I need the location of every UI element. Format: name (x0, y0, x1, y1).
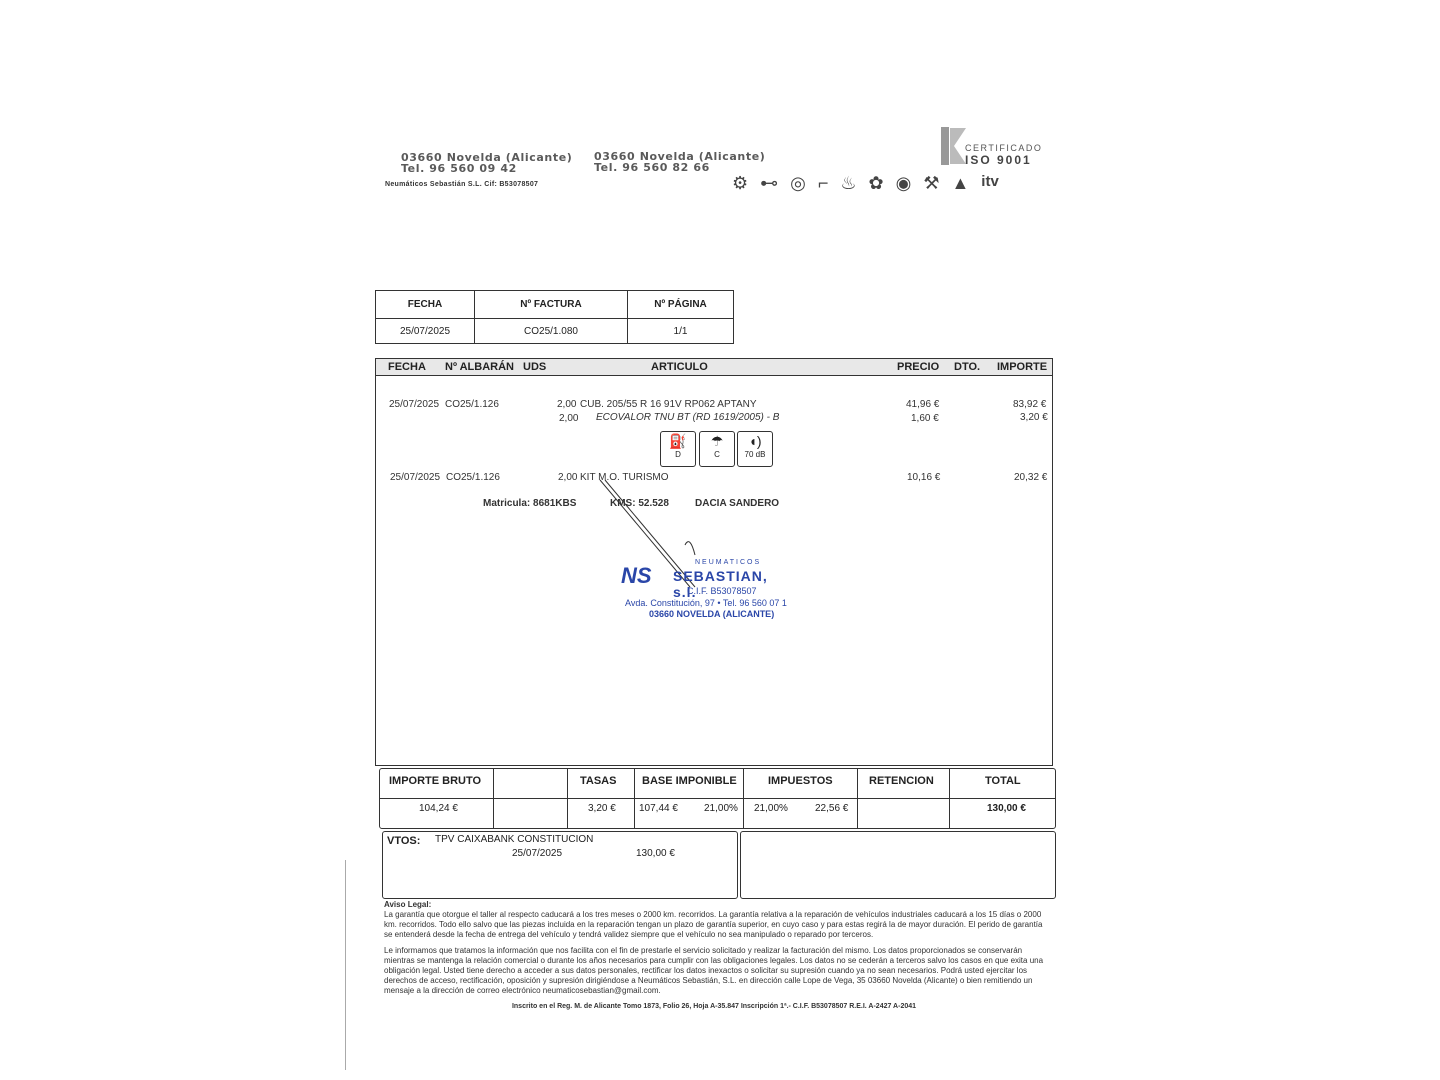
stamp-logo: NS (621, 563, 652, 588)
brake-disc-icon: ◎ (790, 173, 806, 193)
itv-icon: itv (981, 173, 999, 190)
totals-head-impuestos: IMPUESTOS (768, 775, 833, 787)
totals-head-bruto: IMPORTE BRUTO (389, 775, 482, 787)
shock-absorber-icon: ⊷ (760, 173, 779, 193)
exhaust-icon: ⌐ (817, 173, 829, 193)
item-3-fecha: 25/07/2025 (390, 472, 441, 483)
noise-icon: ◖) (748, 433, 762, 449)
totals-sep-4 (743, 769, 744, 828)
company-line: Neumáticos Sebastián S.L. Cif: B53078507 (385, 181, 539, 188)
eu-label-wet (699, 431, 735, 467)
totals-sep-2 (567, 769, 568, 828)
address-2 (594, 151, 765, 173)
totals-sep-5 (857, 769, 858, 828)
totals-divider (380, 798, 1055, 799)
totals-impuestos: 22,56 € (815, 803, 849, 814)
service-icons (732, 173, 999, 194)
col-albaran: Nº ALBARÁN (445, 361, 514, 373)
totals-head-total: TOTAL (985, 775, 1021, 787)
item-1-precio: 41,96 € (906, 399, 940, 410)
item-1-importe: 83,92 € (1013, 399, 1047, 410)
item-1-uds: 2,00 (557, 399, 577, 410)
col-uds: UDS (523, 361, 547, 373)
legal-notice (384, 900, 1044, 1012)
col-fecha: FECHA (388, 361, 426, 373)
vtos-amount: 130,00 € (636, 848, 675, 859)
address-1-city: 03660 Novelda (Alicante) (401, 151, 573, 164)
meta-header-factura: Nº FACTURA (475, 291, 628, 319)
totals-sep-3 (634, 769, 635, 828)
items-header (376, 359, 1052, 376)
item-3-precio: 10,16 € (907, 472, 941, 483)
tool-icon: ⚒ (923, 173, 940, 193)
invoice-meta-table (375, 290, 734, 344)
address-1 (401, 152, 572, 174)
item-3-albaran: CO25/1.126 (446, 472, 500, 483)
noise-db: 70 dB (744, 450, 766, 459)
eu-label-fuel (660, 431, 696, 467)
item-1-articulo: CUB. 205/55 R 16 91V RP062 APTANY (580, 399, 757, 410)
vtos-date: 25/07/2025 (512, 848, 563, 859)
vehicle-plate: Matricula: 8681KBS (483, 498, 577, 509)
eu-label-noise (737, 431, 773, 467)
fuel-grade: D (675, 450, 681, 459)
tyre-icon: ⚙ (732, 173, 749, 193)
iso-line2: ISO 9001 (965, 153, 1032, 167)
warning-icon: ▲ (951, 173, 970, 193)
totals-sep-6 (949, 769, 950, 828)
vehicle-kms: KMS: 52.528 (610, 498, 669, 509)
item-2-uds: 2,00 (559, 413, 579, 424)
vtos-box (382, 831, 738, 899)
item-2-precio: 1,60 € (911, 413, 939, 424)
wheel-icon: ◉ (895, 173, 912, 193)
totals-box (379, 768, 1056, 829)
totals-head-base: BASE IMPONIBLE (642, 775, 737, 787)
vehicle-model: DACIA SANDERO (695, 498, 780, 509)
col-precio: PRECIO (897, 361, 940, 373)
item-1-fecha: 25/07/2025 (389, 399, 440, 410)
legal-registry: Inscrito en el Reg. M. de Alicante Tomo 1873, Folio 26, Hoja A-35.847 Inscripción 1ª.- C.I.F. B53078507 R.E.I. A-2427 A-2041 (511, 1003, 917, 1010)
legal-warranty: La garantía que otorgue el taller al respecto caducará a los tres meses o 2000 km. recorridos. La garantía relativa a la reparación de vehículos industriales caducará a los 15 días o 2000 km. recorridos. Todo ello salvo que las piezas incluida en la reparación tengan un plazo de garantía superior, en cuyo caso y para estas regirá la de mayor duración. El perido de garantía se entenderá desde la fecha de entrega del vehículo y tendrá validez siempre que el vehículo no sea manipulado o reparado por terceros. (384, 910, 1043, 939)
wet-grade: C (714, 450, 720, 459)
engine-icon: ✿ (868, 173, 884, 193)
item-1-albaran: CO25/1.126 (445, 399, 499, 410)
totals-sep-1 (493, 769, 494, 828)
iso-seal-icon (940, 126, 968, 166)
legal-title: Aviso Legal: (384, 900, 432, 909)
vtos-method: TPV CAIXABANK CONSTITUCION (435, 834, 594, 845)
address-1-tel: Tel. 96 560 09 42 (401, 162, 517, 175)
stamp-cif: C.I.F. B53078507 (687, 586, 757, 596)
stamp-name: SEBASTIAN, s.l. (673, 568, 768, 600)
meta-factura: CO25/1.080 (475, 319, 628, 344)
col-importe: IMPORTE (997, 361, 1048, 373)
vtos-label: VTOS: (387, 835, 421, 847)
meta-pagina: 1/1 (628, 319, 734, 344)
item-2-importe: 3,20 € (1020, 412, 1048, 423)
totals-tasas: 3,20 € (588, 803, 616, 814)
iso-line1: CERTIFICADO (965, 143, 1043, 153)
totals-bruto: 104,24 € (419, 803, 458, 814)
scan-edge (345, 860, 346, 1070)
address-2-city: 03660 Novelda (Alicante) (594, 150, 766, 163)
stamp-line1: NEUMATICOS (695, 559, 762, 566)
notes-box (740, 831, 1056, 899)
item-3-importe: 20,32 € (1014, 472, 1048, 483)
meta-header-fecha: FECHA (376, 291, 475, 319)
meta-fecha: 25/07/2025 (376, 319, 475, 344)
address-2-tel: Tel. 96 560 82 66 (594, 161, 710, 174)
stamp-city: 03660 NOVELDA (ALICANTE) (649, 609, 775, 619)
totals-total: 130,00 € (987, 803, 1026, 814)
company-stamp (615, 545, 795, 625)
iso-certificate (940, 126, 1050, 166)
legal-privacy: Le informamos que tratamos la información que nos facilita con el fin de prestarle el servicio solicitado y realizar la facturación del mismo. Los datos proporcionados se conservarán mientras se mantenga la relación comercial o durante los años necesarios para cumplir con las obligaciones legales. Los datos no se cederán a terceros salvo los casos en que exita una obligación legal. Usted tiene derecho a acceder a sus datos personales, rectificar los datos inexactos o solicitar su supresión cuando ya no sean necesarios. Podrá usted ejercitar los derechos de acceso, rectificación, oposición y supresión dirigiéndose a Neumáticos Sebastián, S.L. en dirección calle Lope de Vega, 35 03660 Novelda (Alicante) o bien remitiendo un mensaje a la dirección de correo electrónico neumaticosebastian@gmail.com. (384, 946, 1044, 995)
rain-icon: ☂ (710, 433, 724, 449)
totals-head-tasas: TASAS (580, 775, 617, 787)
totals-impuestos-pct: 21,00% (754, 803, 788, 814)
col-articulo: ARTICULO (651, 361, 708, 373)
totals-base: 107,44 € (639, 803, 678, 814)
item-2-articulo: ECOVALOR TNU BT (RD 1619/2005) - B (596, 412, 780, 423)
totals-base-pct: 21,00% (704, 803, 738, 814)
col-dto: DTO. (954, 361, 981, 373)
item-3-uds: 2,00 (558, 472, 578, 483)
fuel-pump-icon: ⛽ (669, 433, 687, 449)
spark-icon: ♨ (840, 173, 857, 193)
item-3-articulo: KIT M.O. TURISMO (580, 472, 669, 483)
stamp-address: Avda. Constitución, 97 • Tel. 96 560 07 1 (625, 598, 787, 608)
totals-head-retencion: RETENCION (869, 775, 934, 787)
meta-header-pagina: Nº PÁGINA (628, 291, 734, 319)
